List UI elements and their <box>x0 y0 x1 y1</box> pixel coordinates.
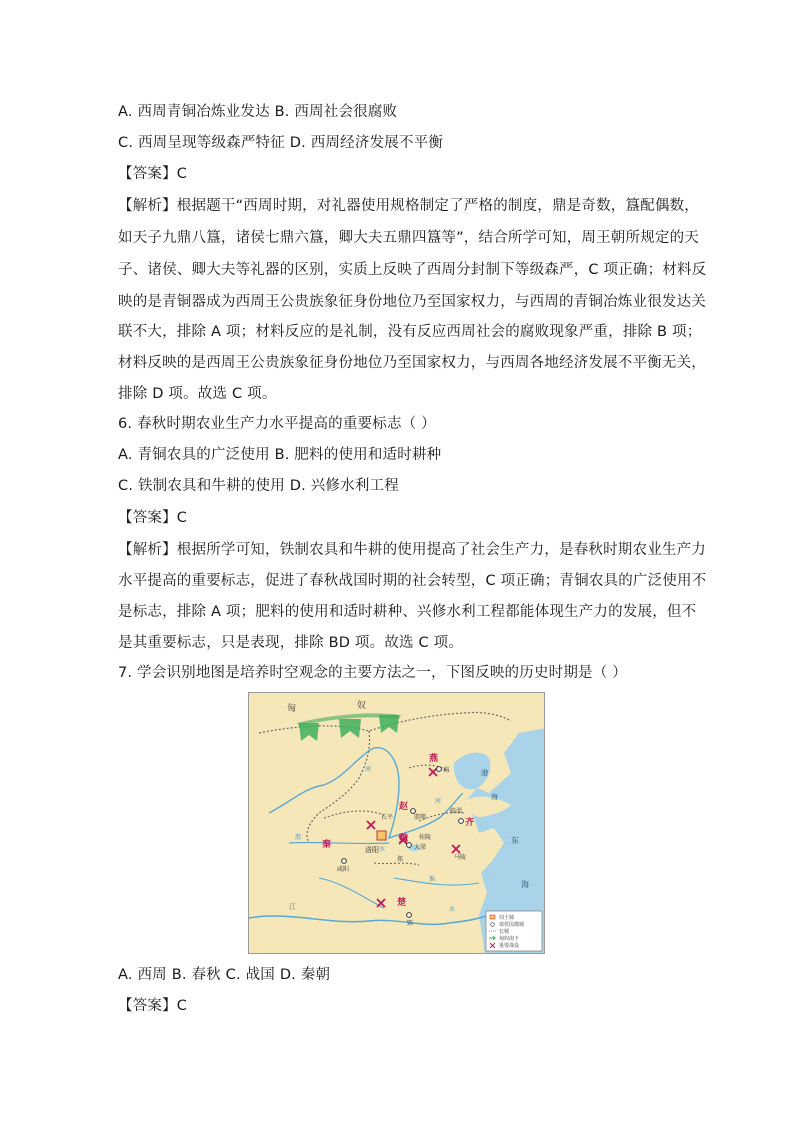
q5-options-line1: A. 西周青铜冶炼业发达 B. 西周社会很腐败 <box>118 104 398 120</box>
capital-marker <box>342 859 347 864</box>
warring-states-map <box>248 692 545 954</box>
q5-analysis-line: 子、诸侯、卿大夫等礼器的区别，实质上反映了西周分封制下等级森严，C 项正确；材料反 <box>118 262 707 278</box>
capital-marker <box>407 913 412 918</box>
legend-label: 诸侯国都城 <box>499 922 525 928</box>
q5-answer: 【答案】C <box>118 166 188 182</box>
map-label-changping: 长平 <box>381 814 394 821</box>
map-label-bohai: 渤 <box>481 769 488 777</box>
map-label-daliang: 大梁 <box>414 844 427 851</box>
map-label-river: 河 <box>365 766 372 773</box>
legend-label: 周王城 <box>499 915 515 921</box>
legend-royal-city-icon <box>490 915 495 919</box>
legend-capital-icon <box>491 923 495 927</box>
map-label-east: 东 <box>511 836 519 845</box>
q5-analysis-line: 材料反映的是西周王公贵族象征身份地位乃至国家权力，与西周各地经济发展不平衡无关， <box>118 355 706 371</box>
map-label-wei: 魏 <box>399 834 409 844</box>
q5-analysis-line: 联不大，排除 A 项；材料反应的是礼制，没有反应西周社会的腐败现象严重，排除 B 项； <box>118 324 702 340</box>
map-label-maling: 马陵 <box>454 854 467 861</box>
map-label-yan: 燕 <box>429 754 439 764</box>
map-label-guiling: 桂陵 <box>419 834 432 841</box>
q5-options-line2: C. 西周呈现等级森严特征 D. 西周经济发展不平衡 <box>118 135 444 151</box>
zhou-royal-city-icon <box>377 831 386 840</box>
map-label-bohai-sea: 海 <box>491 793 498 801</box>
map-legend <box>486 911 542 951</box>
map-label-wei-river: 渭 <box>295 834 302 841</box>
map-label-handan: 邯郸 <box>414 814 427 821</box>
map-label-river: 河 <box>435 798 442 805</box>
map-label-water: 水 <box>449 906 456 913</box>
legend-label: 重要战役 <box>499 943 520 949</box>
map-label-luoyang: 洛阳 <box>365 846 379 854</box>
map-label-linzi: 临淄 <box>450 808 463 815</box>
map-label-xiongnu: 奴 <box>357 701 367 711</box>
q6-analysis-line: 是其重要标志，只是表现，排除 BD 项。故选 C 项。 <box>118 635 464 651</box>
q6-analysis-line: 是标志，排除 A 项；肥料的使用和适时耕种、兴修水利工程都能体现生产力的发展，但不 <box>118 604 697 620</box>
capital-marker <box>411 809 416 814</box>
legend-label: 长城 <box>499 929 510 935</box>
map-label-xiongnu: 匈 <box>287 704 297 714</box>
map-label-ying: 郢 <box>407 920 414 927</box>
map-label-chu: 楚 <box>397 898 407 908</box>
q7-answer: 【答案】C <box>118 998 188 1014</box>
map-label-huai: 淮 <box>429 876 436 883</box>
map-svg <box>249 693 545 954</box>
q5-analysis-line: 【解析】根据题干“西周时期，对礼器使用规格制定了严格的制度，鼎是奇数，簋配偶数， <box>118 198 700 214</box>
q5-analysis-line: 排除 D 项。故选 C 项。 <box>118 386 277 402</box>
q6-options-line2: C. 铁制农具和牛耕的使用 D. 兴修水利工程 <box>118 478 399 494</box>
q6-options-line1: A. 青铜农具的广泛使用 B. 肥料的使用和适时耕种 <box>118 447 442 463</box>
q6-answer: 【答案】C <box>118 510 188 526</box>
legend-label: 匈奴南下 <box>499 936 520 942</box>
q7-stem: 7. 学会识别地图是培养时空观念的主要方法之一，下图反映的历史时期是（ ） <box>118 665 627 681</box>
q6-analysis-line: 【解析】根据所学可知，铁制农具和牛耕的使用提高了社会生产力，是春秋时期农业生产力 <box>118 542 706 558</box>
map-label-zheng: 郑 <box>397 856 404 863</box>
q7-options: A. 西周 B. 春秋 C. 战国 D. 秦朝 <box>118 967 331 983</box>
map-label-xianyang: 咸阳 <box>337 866 350 873</box>
map-label-water: 水 <box>379 846 386 853</box>
capital-marker <box>437 767 442 772</box>
map-label-zhao: 赵 <box>399 802 409 812</box>
q6-stem: 6. 春秋时期农业生产力水平提高的重要标志（ ） <box>118 416 436 432</box>
map-label-qin: 秦 <box>322 840 332 850</box>
q5-analysis-line: 如天子九鼎八簋，诸侯七鼎六簋，卿大夫五鼎四簋等”，结合所学可知，周王朝所规定的天 <box>118 230 700 246</box>
map-label-east-sea: 海 <box>521 880 529 889</box>
map-label-ji: 蓟 <box>443 767 450 774</box>
map-label-jiang: 江 <box>289 903 296 911</box>
capital-marker <box>459 819 464 824</box>
map-label-qi: 齐 <box>465 818 475 828</box>
q5-analysis-line: 映的是青铜器成为西周王公贵族象征身份地位乃至国家权力，与西周的青铜冶炼业很发达关 <box>118 294 706 310</box>
q6-analysis-line: 水平提高的重要标志，促进了春秋战国时期的社会转型，C 项正确；青铜农具的广泛使用不 <box>118 573 707 589</box>
